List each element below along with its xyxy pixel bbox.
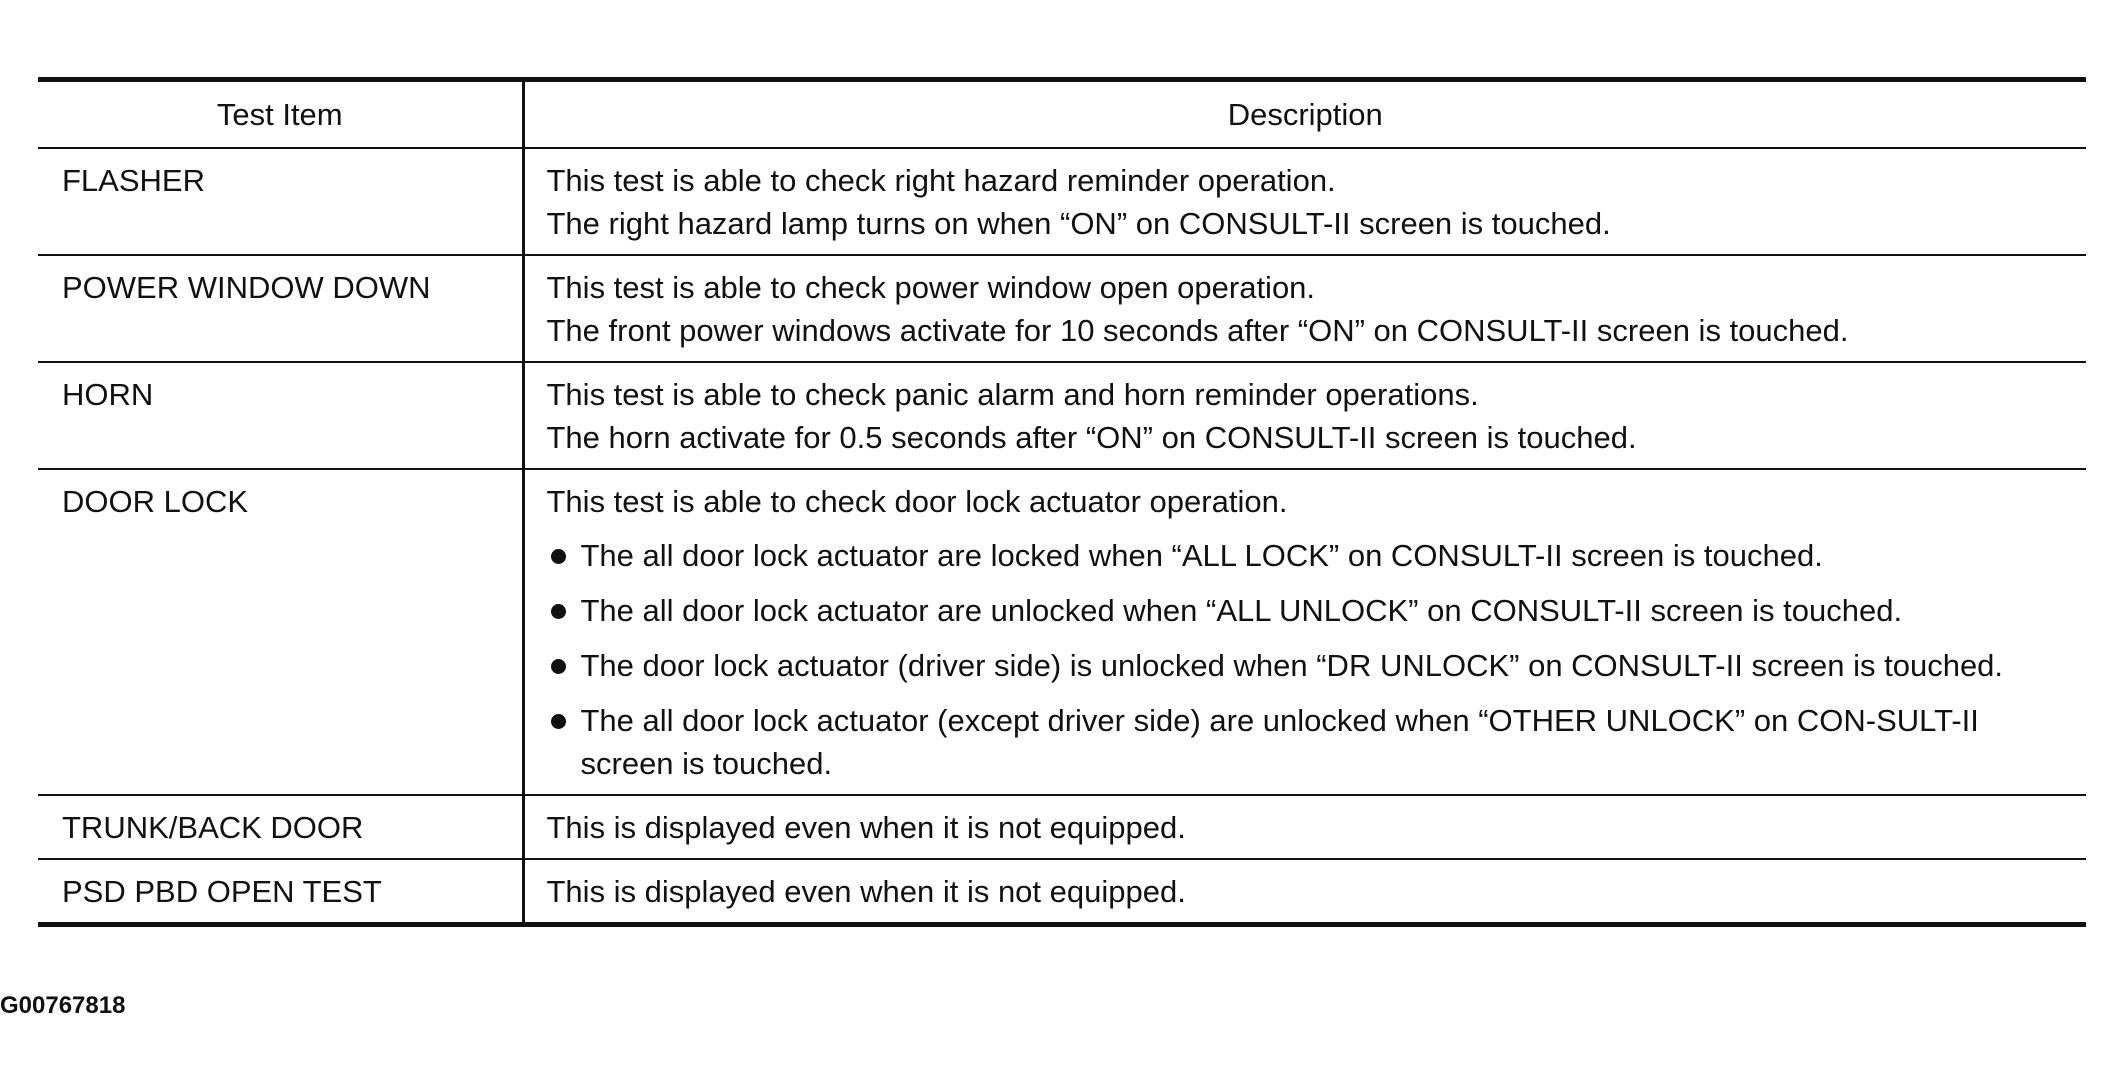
test-item-name: FLASHER: [38, 148, 523, 255]
bullet-text: The all door lock actuator are locked when “ALL LOCK” on CONSULT-II screen is touched.: [580, 538, 1823, 573]
header-test-item: Test Item: [38, 80, 523, 149]
list-item: [547, 589, 2077, 632]
header-description: Description: [523, 80, 2086, 149]
bullet-text: The all door lock actuator are unlocked when “ALL UNLOCK” on CONSULT-II screen is touched.: [580, 593, 1903, 628]
test-item-description: [523, 859, 2086, 925]
test-item-table: [38, 77, 2086, 927]
description-line: The front power windows activate for 10 seconds after “ON” on CONSULT-II screen is touched.: [546, 313, 1849, 348]
table-row: [38, 255, 2086, 362]
table-row: [38, 795, 2086, 859]
test-item-name: POWER WINDOW DOWN: [38, 255, 523, 362]
test-item-name: TRUNK/BACK DOOR: [38, 795, 523, 859]
list-item: [547, 699, 2077, 785]
test-item-description: [523, 148, 2086, 255]
bullet-text: The all door lock actuator (except driver side) are unlocked when “OTHER UNLOCK” on CON-SULT-II screen is touched.: [580, 703, 1979, 781]
list-item: [547, 644, 2077, 687]
bullet-icon: [551, 549, 566, 564]
list-item: [547, 534, 2077, 577]
test-item-name: DOOR LOCK: [38, 469, 523, 795]
bullet-list: [547, 534, 2077, 785]
test-item-name: PSD PBD OPEN TEST: [38, 859, 523, 925]
description-line: This test is able to check power window open operation.: [546, 270, 1316, 305]
table-row: [38, 148, 2086, 255]
table-row: [38, 859, 2086, 925]
test-item-description: [523, 469, 2086, 795]
test-item-description: [523, 362, 2086, 469]
table-row: [38, 362, 2086, 469]
description-line: This test is able to check panic alarm and horn reminder operations.: [546, 377, 1479, 412]
description-line: The horn activate for 0.5 seconds after “ON” on CONSULT-II screen is touched.: [546, 420, 1637, 455]
test-item-name: HORN: [38, 362, 523, 469]
table-row: [38, 469, 2086, 795]
table-header-row: [38, 80, 2086, 149]
description-line: The right hazard lamp turns on when “ON” on CONSULT-II screen is touched.: [546, 206, 1611, 241]
bullet-icon: [551, 659, 566, 674]
test-item-description: [523, 255, 2086, 362]
test-item-description: [523, 795, 2086, 859]
bullet-icon: [551, 714, 566, 729]
description-line: This is displayed even when it is not equipped.: [546, 810, 1186, 845]
description-intro: This test is able to check door lock actuator operation.: [546, 484, 1288, 519]
description-line: This is displayed even when it is not equipped.: [546, 874, 1186, 909]
bullet-text: The door lock actuator (driver side) is unlocked when “DR UNLOCK” on CONSULT-II screen is touched.: [580, 648, 2004, 683]
figure-id: G00767818: [0, 992, 126, 1019]
description-line: This test is able to check right hazard reminder operation.: [546, 163, 1336, 198]
bullet-icon: [551, 604, 566, 619]
